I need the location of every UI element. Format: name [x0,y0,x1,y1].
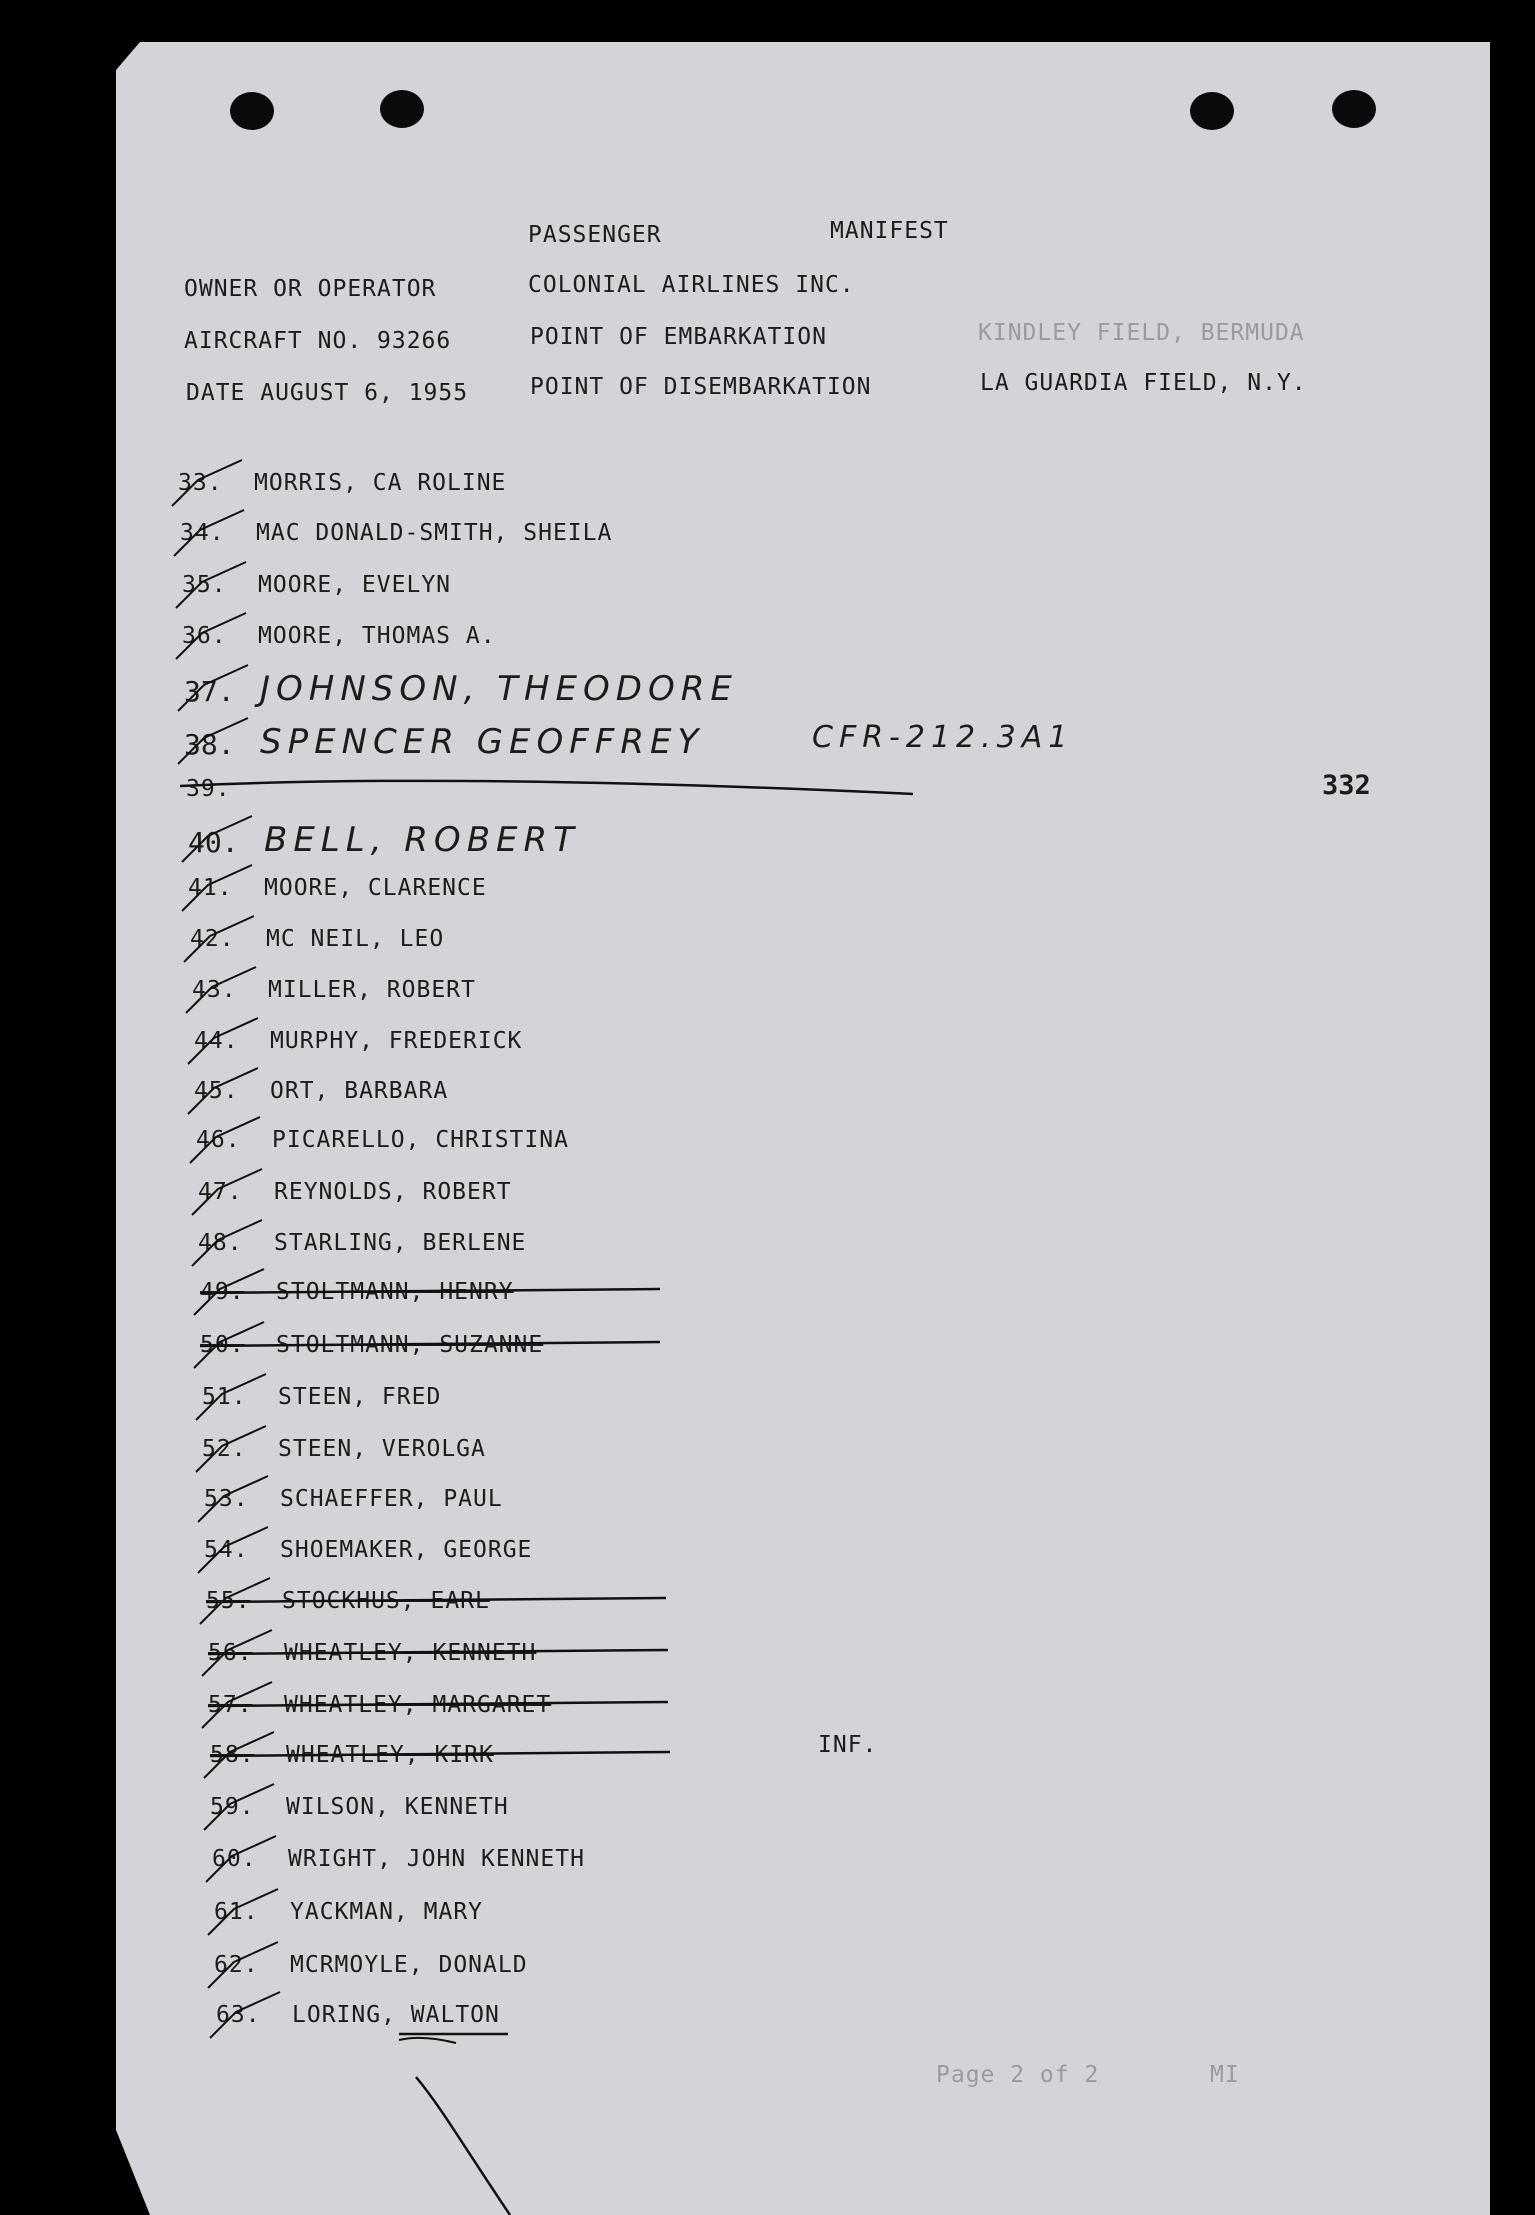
passenger-name: STEEN, VEROLGA [278,1436,486,1462]
passenger-number: 59. [210,1794,255,1820]
inf-note: INF. [818,1732,878,1758]
disembark-label: POINT OF DISEMBARKATION [530,374,872,400]
passenger-number: 51. [202,1384,247,1410]
passenger-name: MOORE, EVELYN [258,572,452,598]
passenger-number: 62. [214,1952,259,1978]
passenger-name: MILLER, ROBERT [268,977,476,1003]
passenger-name: STEEN, FRED [278,1384,442,1410]
passenger-number: 54. [204,1537,249,1563]
passenger-number: 33. [178,470,223,496]
passenger-name: WILSON, KENNETH [286,1794,509,1820]
passenger-number: 48. [198,1230,243,1256]
passenger-name: SHOEMAKER, GEORGE [280,1537,533,1563]
passenger-number: 36. [182,623,227,649]
passenger-name: REYNOLDS, ROBERT [274,1179,512,1205]
footer-initials: MI [1210,2062,1240,2088]
title-passenger: PASSENGER [528,222,662,248]
passenger-name: WHEATLEY, KIRK [286,1742,494,1768]
passenger-name: STOLTMANN, SUZANNE [276,1332,544,1358]
passenger-number: 40. [188,826,239,859]
passenger-name: MAC DONALD-SMITH, SHEILA [256,520,613,546]
passenger-number: 34. [180,520,225,546]
passenger-number: 49. [200,1279,245,1305]
passenger-number: 41. [188,875,233,901]
passenger-number: 61. [214,1899,259,1925]
passenger-name: WRIGHT, JOHN KENNETH [288,1846,585,1872]
passenger-number: 60. [212,1846,257,1872]
title-manifest: MANIFEST [830,218,949,244]
passenger-name: SCHAEFFER, PAUL [280,1486,503,1512]
passenger-number: 57. [208,1692,253,1718]
passenger-name: JOHNSON, THEODORE [260,669,738,709]
passenger-number: 44. [194,1028,239,1054]
disembark-value: LA GUARDIA FIELD, N.Y. [980,370,1307,396]
passenger-number: 55. [206,1588,251,1614]
passenger-number: 58. [210,1742,255,1768]
passenger-number: 43. [192,977,237,1003]
passenger-name: LORING, WALTON [292,2002,500,2028]
passenger-number: 52. [202,1436,247,1462]
passenger-number: 46. [196,1127,241,1153]
owner-label: OWNER OR OPERATOR [184,276,437,302]
passenger-name: MC NEIL, LEO [266,926,445,952]
passenger-name: SPENCER GEOFFREY [260,722,705,762]
passenger-name: ORT, BARBARA [270,1078,449,1104]
passenger-name: YACKMAN, MARY [290,1899,484,1925]
passenger-note: CFR-212.3A1 [812,720,1074,755]
passenger-name: WHEATLEY, KENNETH [284,1640,537,1666]
passenger-number: 37. [184,675,235,708]
passenger-number: 63. [216,2002,261,2028]
side-number: 332 [1322,770,1371,801]
passenger-name: MCRMOYLE, DONALD [290,1952,528,1978]
embark-label: POINT OF EMBARKATION [530,324,827,350]
passenger-number: 45. [194,1078,239,1104]
passenger-number: 38. [184,728,235,761]
passenger-name: WHEATLEY, MARGARET [284,1692,552,1718]
passenger-name: MURPHY, FREDERICK [270,1028,523,1054]
passenger-number: 50. [200,1332,245,1358]
aircraft-label: AIRCRAFT NO. 93266 [184,328,452,354]
passenger-name: STOLTMANN, HENRY [276,1279,514,1305]
passenger-number: 35. [182,572,227,598]
passenger-number: 47. [198,1179,243,1205]
passenger-name: MORRIS, CA ROLINE [254,470,507,496]
passenger-name: PICARELLO, CHRISTINA [272,1127,569,1153]
passenger-name: STOCKHUS, EARL [282,1588,490,1614]
date-label: DATE AUGUST 6, 1955 [186,380,469,406]
passenger-name: STARLING, BERLENE [274,1230,527,1256]
page-number: Page 2 of 2 [936,2062,1100,2088]
passenger-name: MOORE, THOMAS A. [258,623,496,649]
passenger-name: BELL, ROBERT [264,820,580,860]
passenger-number: 39. [186,776,231,802]
owner-value: COLONIAL AIRLINES INC. [528,272,855,298]
passenger-number: 42. [190,926,235,952]
embark-value: KINDLEY FIELD, BERMUDA [978,320,1305,346]
passenger-number: 53. [204,1486,249,1512]
passenger-number: 56. [208,1640,253,1666]
passenger-name: MOORE, CLARENCE [264,875,487,901]
